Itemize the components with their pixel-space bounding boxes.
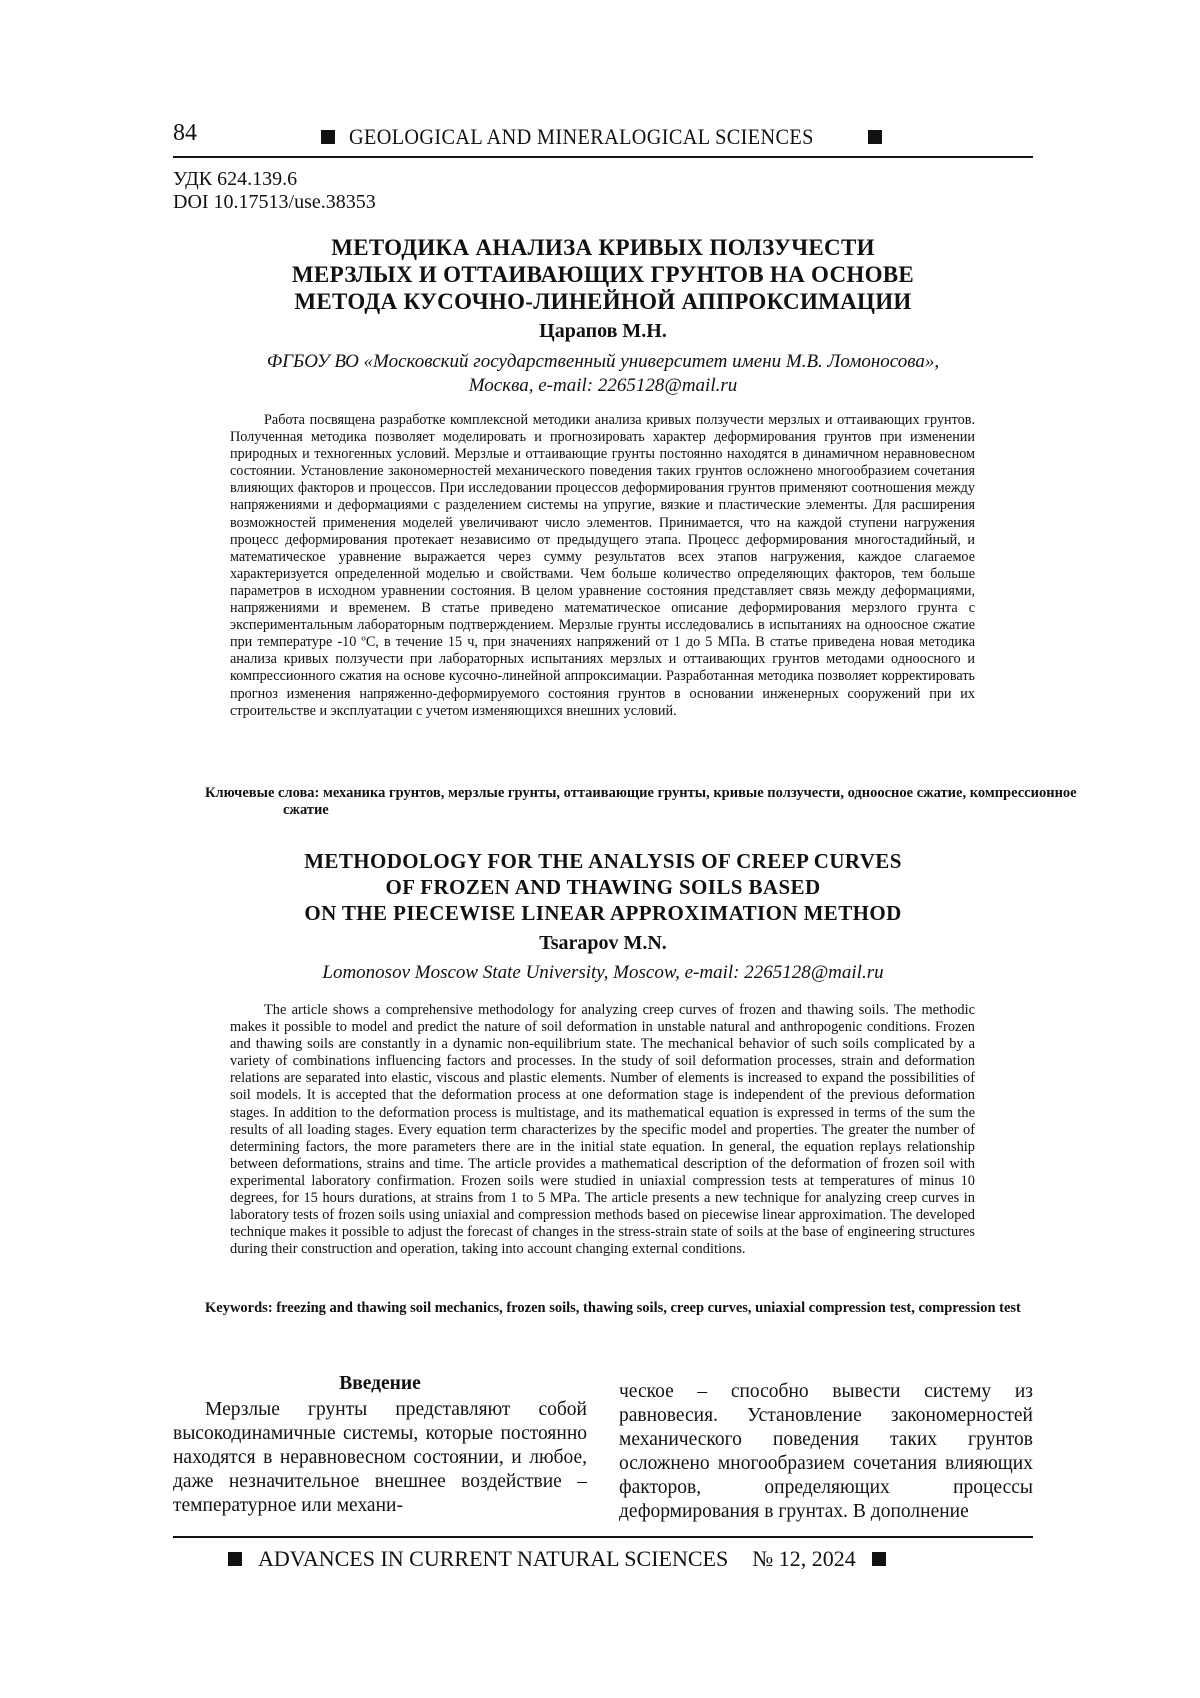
keywords-russian: Ключевые слова: механика грунтов, мерзлые грунты, оттаивающие грунты, кривые ползучести, одноосное сжатие, компрессионное сжатие	[205, 785, 1077, 818]
title-line: OF FROZEN AND THAWING SOILS BASED	[385, 875, 821, 899]
footer-journal-title: ADVANCES IN CURRENT NATURAL SCIENCES	[258, 1546, 729, 1571]
title-line: ON THE PIECEWISE LINEAR APPROXIMATION METHOD	[304, 901, 902, 925]
udk-code: УДК 624.139.6	[173, 168, 298, 190]
keywords-english: Keywords: freezing and thawing soil mechanics, frozen soils, thawing soils, creep curves, uniaxial compression test, compression test	[205, 1300, 1021, 1316]
running-header	[173, 120, 1033, 160]
header-rule	[173, 156, 1033, 158]
square-bullet-icon	[872, 1552, 886, 1566]
square-bullet-icon	[321, 130, 335, 144]
title-line: МЕРЗЛЫХ И ОТТАИВАЮЩИХ ГРУНТОВ НА ОСНОВЕ	[291, 262, 915, 287]
body-paragraph: Мерзлые грунты представляют собой высокодинамичные системы, которые постоянно находятся в неравновесном состоянии, и любое, даже незначительное внешнее воздействие – температурное или механи-	[173, 1399, 587, 1516]
affiliation-russian	[173, 350, 1033, 398]
affiliation-line: ФГБОУ ВО «Московский государственный университет имени М.В. Ломоносова»,	[266, 351, 940, 372]
square-bullet-icon	[228, 1552, 242, 1566]
journal-section-row	[321, 124, 882, 150]
issue-number: № 12, 2024	[752, 1546, 856, 1571]
abstract-english: The article shows a comprehensive methodology for analyzing creep curves of frozen and thawing soils. The methodic makes it possible to model and predict the nature of soil deformation in unstable natural and anthropogenic conditions. Frozen and thawing soils are constantly in a dynamic non-equilibrium state. The mechanical behavior of such soils complicated by a variety of combinations influencing factors and processes. In the study of soil deformation processes, strain and deformation relations are separated into elastic, viscous and plastic elements. Number of elements is increased to expand the possibilities of soil models. It is accepted that the deformation process at one deformation stage is independent of the previous deformation stages. In addition to the deformation process is multistage, and its mathematical equation is expressed in terms of the sum the results of all loading stages. Every equation term characterizes by the specific model and properties. The greater the number of determining factors, the more parameters there are in the initial state equation. In general, the equation replays relationship between deformations, strains and time. The article provides a mathematical description of the deformation of frozen soil with experimental laboratory confirmation. Frozen soils were studied in uniaxial compression tests at temperatures of minus 10 degrees, for 15 hours durations, at strains from 1 to 5 MPa. The article presents a new technique for analyzing creep curves in laboratory tests of frozen soils using uniaxial and compression methods based on piecewise linear approximation. The developed technique makes it possible to adjust the forecast of changes in the stress-strain state of soils at the base of engineering structures during their construction and operation, taking into account changing external conditions.	[230, 1002, 975, 1258]
title-russian	[173, 234, 1033, 315]
affiliation-line: Москва, e-mail: 2265128@mail.ru	[468, 375, 738, 396]
page-number: 84	[173, 120, 197, 146]
journal-section-title: GEOLOGICAL AND MINERALOGICAL SCIENCES	[349, 124, 814, 149]
running-footer	[228, 1546, 886, 1572]
article-metadata	[173, 168, 376, 214]
body-column-right	[619, 1380, 1033, 1524]
title-line: METHODOLOGY FOR THE ANALYSIS OF CREEP CURVES	[304, 849, 902, 873]
doi: DOI 10.17513/use.38353	[173, 191, 376, 213]
title-line: МЕТОДИКА АНАЛИЗА КРИВЫХ ПОЛЗУЧЕСТИ	[331, 235, 875, 260]
square-bullet-icon	[868, 130, 882, 144]
title-english	[173, 848, 1033, 926]
abstract-russian: Работа посвящена разработке комплексной методики анализа кривых ползучести мерзлых и оттаивающих грунтов. Полученная методика позволяет моделировать и прогнозировать характер деформирования грунтов при изменении природных и техногенных условий. Мерзлые и оттаивающие грунты постоянно находятся в динамичном неравновесном состоянии. Установление закономерностей механического поведения таких грунтов осложнено многообразием сочетания влияющих факторов и процессов. При исследовании процессов деформирования грунтов применяют соотношения между напряжениями и деформациями с разделением системы на упругие, вязкие и пластические элементы. Для расширения возможностей применения моделей увеличивают число элементов. Принимается, что на каждой ступени нагружения процесс деформирования протекает независимо от предыдущего этапа. Процесс деформирования многостадийный, и математическое уравнение выражается через сумму результатов всех этапов нагружения, каждое слагаемое характеризуется определенной моделью и свойствами. Чем больше количество определяющих факторов, тем больше параметров в исходном уравнении состояния. В целом уравнение состояния представляет связь между деформациями, напряжениями и временем. В статье приведено математическое описание деформирования мерзлого грунта с экспериментальным лабораторным подтверждением. Мерзлые грунты исследовались в испытаниях на одноосное сжатие при температуре -10 ºC, в течение 15 ч, при значениях напряжений от 1 до 5 МПа. В статье приведена новая методика анализа кривых ползучести при лабораторных испытаниях мерзлых и оттаивающих грунтов методами одноосного и компрессионного сжатия на основе кусочно-линейной аппроксимации. Разработанная методика позволяет корректировать прогноз изменения напряженно-деформируемого состояния грунтов в основании инженерных сооружений при их строительстве и эксплуатации с учетом изменяющихся внешних условий.	[230, 412, 975, 719]
section-heading: Введение	[339, 1373, 421, 1394]
affiliation-english: Lomonosov Moscow State University, Moscow, e-mail: 2265128@mail.ru	[322, 962, 884, 983]
author-russian: Царапов М.Н.	[539, 320, 667, 342]
title-line: МЕТОДА КУСОЧНО-ЛИНЕЙНОЙ АППРОКСИМАЦИИ	[294, 289, 912, 314]
body-paragraph: ческое – способно вывести систему из равновесия. Установление закономерностей механического поведения таких грунтов осложнено многообразием сочетания влияющих факторов, определяющих процессы деформирования в грунтах. В дополнение	[619, 1381, 1033, 1522]
author-english: Tsarapov M.N.	[539, 932, 667, 954]
footer-rule	[173, 1536, 1033, 1538]
body-column-left	[173, 1372, 587, 1518]
